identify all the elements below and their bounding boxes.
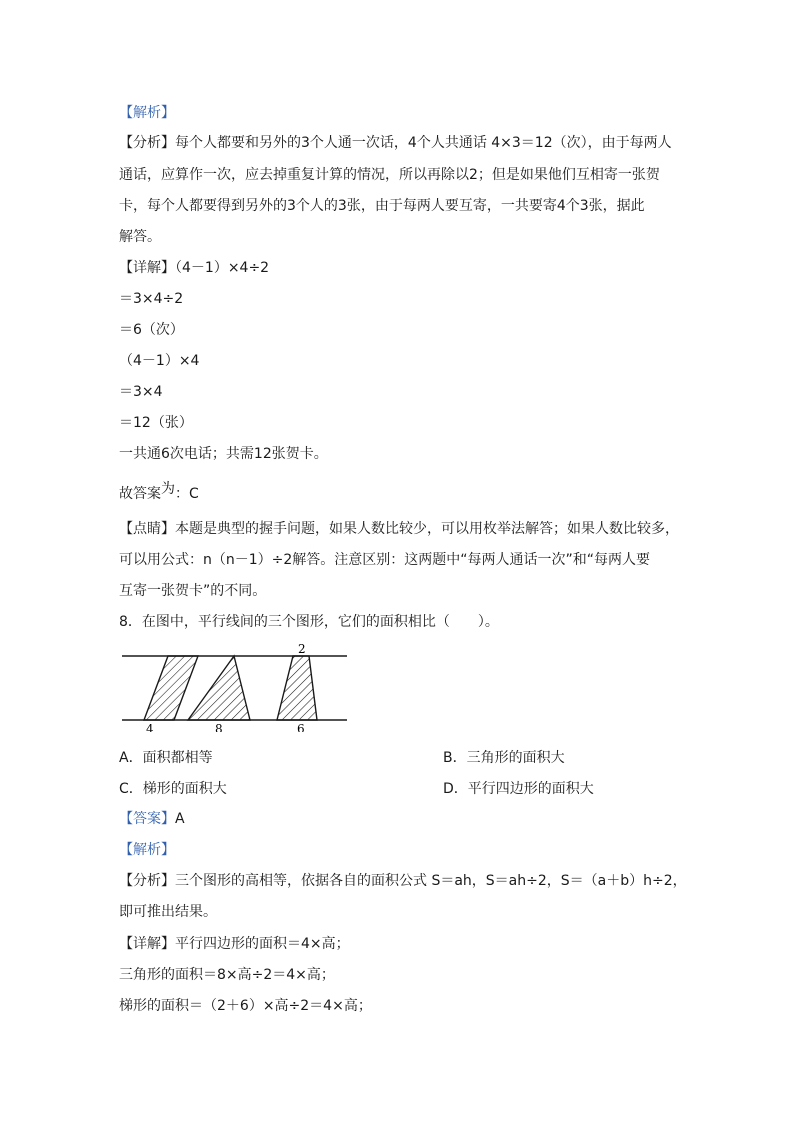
analysis-line-2: 通话，应算作一次，应去掉重复计算的情况，所以再除以2；但是如果他们互相寄一张贺 <box>119 167 660 183</box>
analysis-line-4: 解答。 <box>119 229 161 245</box>
trapezoid-shape <box>277 656 317 720</box>
q8-analysis-line-1 <box>119 871 687 891</box>
option-a: A．面积都相等 <box>119 750 213 766</box>
detail-line <box>119 258 269 278</box>
label-trapezoid-bottom: 6 <box>297 722 305 732</box>
calc-line-1: ＝3×4÷2 <box>119 291 184 307</box>
calc-line-5: ＝12（张） <box>119 415 193 431</box>
answer-prefix: 故答案 <box>119 486 161 502</box>
question-8-analysis-heading: 【解析】 <box>119 842 175 858</box>
label-trapezoid-top: 2 <box>298 644 306 656</box>
q8-detail-line-3: 梯形的面积＝（2＋6）×高÷2＝4×高； <box>119 998 372 1014</box>
calc-line-3: （4－1）×4 <box>119 353 200 369</box>
label-parallelogram-base: 4 <box>146 722 154 732</box>
q8-detail-text: 平行四边形的面积＝4×高； <box>175 936 350 952</box>
remark-text: 本题是典型的握手问题，如果人数比较少，可以用枚举法解答；如果人数比较多， <box>175 521 679 537</box>
conclusion-line: 一共通6次电话；共需12张贺卡。 <box>119 446 328 462</box>
label-triangle-base: 8 <box>215 722 223 732</box>
question-8-stem: 8．在图中，平行线间的三个图形，它们的面积相比（ ）。 <box>119 614 499 630</box>
calc-line-2: ＝6（次） <box>119 322 184 338</box>
detail-label: 【详解】 <box>119 260 175 276</box>
q8-analysis-line-2: 即可推出结果。 <box>119 904 217 920</box>
q8-analysis-label: 【分析】 <box>119 873 175 889</box>
remark-label: 【点睛】 <box>119 521 175 537</box>
q8-detail-line-2: 三角形的面积＝8×高÷2＝4×高； <box>119 967 335 983</box>
answer-letter: A <box>175 811 185 827</box>
remark-line-1 <box>119 519 679 539</box>
remark-line-2: 可以用公式：n（n－1）÷2解答。注意区别：这两题中“每两人通话一次”和“每两人要 <box>119 552 651 568</box>
answer-label: 【答案】 <box>119 811 175 827</box>
analysis-label: 【分析】 <box>119 135 175 151</box>
parallel-lines-figure <box>120 644 350 732</box>
answer-wei: 为 <box>161 481 175 497</box>
answer-value: ：C <box>175 486 199 502</box>
analysis-line-3: 卡，每个人都要得到另外的3个人的3张，由于每两人要互寄，一共要寄4个3张，据此 <box>119 198 645 214</box>
option-d: D．平行四边形的面积大 <box>443 781 594 797</box>
option-b: B．三角形的面积大 <box>443 750 565 766</box>
analysis-text: 每个人都要和另外的3个人通一次话，4个人共通话 4×3＝12（次），由于每两人 <box>175 135 672 151</box>
analysis-line-1 <box>119 133 672 153</box>
detail-expression: （4－1）×4÷2 <box>175 260 270 276</box>
parallelogram-shape <box>144 656 198 720</box>
answer-line <box>119 481 199 504</box>
triangle-shape <box>188 656 250 720</box>
remark-line-3: 互寄一张贺卡”的不同。 <box>119 583 267 599</box>
option-c: C．梯形的面积大 <box>119 781 227 797</box>
q8-detail-line-1 <box>119 934 350 954</box>
q8-analysis-text: 三个图形的高相等，依据各自的面积公式 S＝ah，S＝ah÷2，S＝（a＋b）h÷2， <box>175 873 687 889</box>
question-8-answer <box>119 809 185 829</box>
q8-detail-label: 【详解】 <box>119 936 175 952</box>
analysis-heading: 【解析】 <box>119 105 175 121</box>
calc-line-4: ＝3×4 <box>119 384 163 400</box>
